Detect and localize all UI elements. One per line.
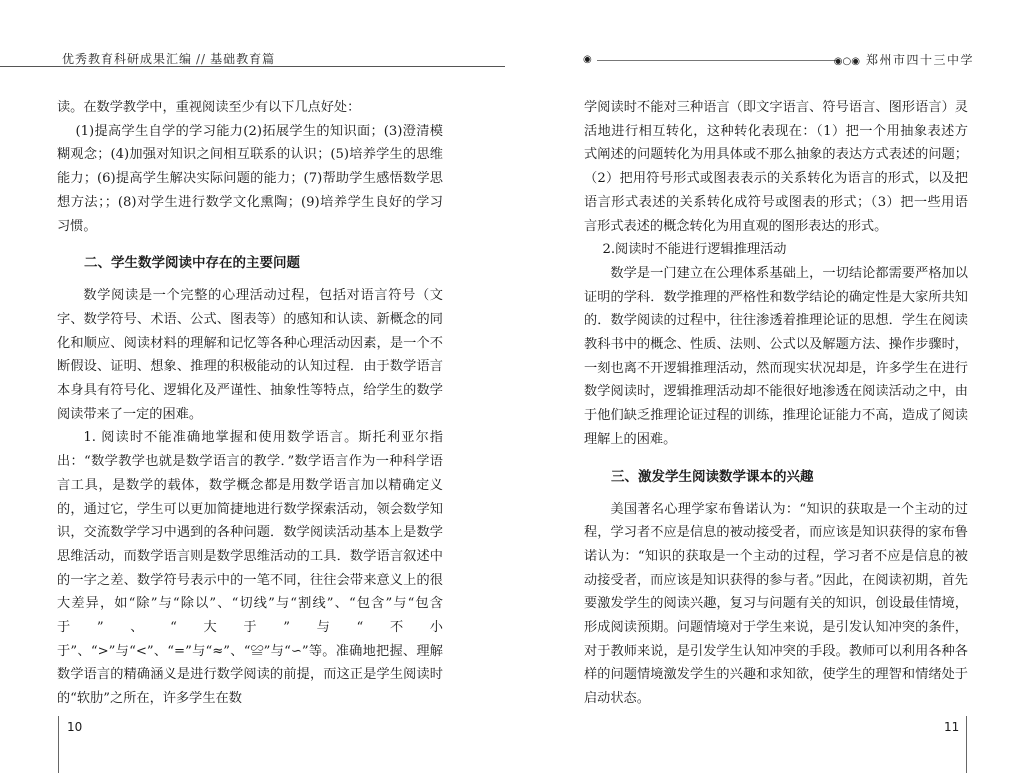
left-running-header	[62, 50, 275, 67]
school-name: 郑州市四十三中学	[865, 53, 974, 67]
header-separator: //	[196, 52, 207, 66]
section-heading: 三、激发学生阅读数学课本的兴趣	[611, 468, 814, 485]
right-header-rule	[597, 60, 840, 61]
paragraph: 1. 阅读时不能准确地掌握和使用数学语言。斯托利亚尔指出：“数学教学也就是数学语言的教学．”数学语言作为一种科学语言工具，是数学的载体，数学概念都是用数学语言加以精确定义的，通过它，学生可以更加简捷地进行数学探索活动，领会数学知识，交流数学学习中遇到的各种问题．数学阅读活动基本上是数学思维活动，而数学语言则是数学思维活动的工具．数学语言叙述中的一字之差、数学符号表示中的一笔不同，往往会带来意义上的很大差异，如“除”与“除以”、“切线”与“割线”、“包含”与“包含于”、“大于”与“不小于”、“>”与“<”、“=”与“≈”、“≌”与“∽”等。准确地把握、理解数学语言的精确涵义是进行数学阅读的前提，而这正是学生阅读时的“软肋”之所在，许多学生在数	[57, 430, 443, 707]
section-heading: 二、学生数学阅读中存在的主要问题	[84, 255, 300, 272]
left-page-body	[57, 96, 443, 711]
book-title: 优秀教育科研成果汇编	[62, 52, 193, 66]
header-dots-icon: ◉○◉	[833, 56, 860, 67]
left-footer-rule	[58, 716, 59, 773]
paragraph: 美国著名心理学家布鲁诺认为：“知识的获取是一个主动的过程，学习者不应是信息的被动接受者，而应该是知识获得的家布鲁诺认为：“知识的获取是一个主动的过程，学习者不应是信息的被动接受者，而应该是知识获得的参与者。”因此，在阅读初期，首先要激发学生的阅读兴趣，复习与问题有关的知识，创设最佳情境，形成阅读预期。问题情境对于学生来说，是引发认知冲突的条件，对于教师来说，是引发学生认知冲突的手段。教师可以利用各种各样的问题情境激发学生的兴趣和求知欲，使学生的理智和情绪处于启动状态。	[584, 501, 968, 707]
paragraph: 数学阅读是一个完整的心理活动过程，包括对语言符号（文字、数学符号、术语、公式、图表等）的感知和认读、新概念的同化和顺应、阅读材料的理解和记忆等各种心理活动因素，是一个不断假设、证明、想象、推理的积极能动的认知过程．由于数学语言本身具有符号化、逻辑化及严谨性、抽象性等特点，给学生的数学阅读带来了一定的困难。	[57, 288, 443, 422]
page-number: 11	[944, 720, 960, 734]
header-dot-icon: ◉	[583, 54, 592, 65]
page-number: 10	[67, 720, 83, 734]
paragraph: 数学是一门建立在公理体系基础上，一切结论都需要严格加以证明的学科．数学推理的严格性和数学结论的确定性是大家所共知的．数学阅读的过程中，往往渗透着推理论证的思想．学生在阅读教科书中的概念、性质、法则、公式以及解题方法、操作步骤时，一刻也离不开逻辑推理活动，然而现实状况却是，许多学生在进行数学阅读时，逻辑推理活动却不能很好地渗透在阅读活动之中，由于他们缺乏推理论证过程的训练，推理论证能力不高，造成了阅读理解上的困难。	[584, 265, 968, 447]
right-footer-rule	[966, 716, 967, 773]
subheading: 2.阅读时不能进行逻辑推理活动	[602, 242, 787, 258]
paragraph: 学阅读时不能对三种语言（即文字语言、符号语言、图形语言）灵活地进行相互转化，这种转化表现在：（1）把一个用抽象表述方式阐述的问题转化为用具体或不那么抽象的表达方式表述的问题；（2）把用符号形式或图表表示的关系转化为语言的形式，以及把语言形式表述的关系转化成符号或图表的形式；（3）把一些用语言形式表述的概念转化为用直观的图形表达的形式。	[584, 100, 968, 234]
paragraph: (1)提高学生自学的学习能力(2)拓展学生的知识面；(3)澄清模糊观念；(4)加强对知识之间相互联系的认识；(5)培养学生的思维能力；(6)提高学生解决实际问题的能力；(7)帮助学生感悟数学思想方法；；(8)对学生进行数学文化熏陶；(9)培养学生良好的学习习惯。	[57, 123, 443, 234]
book-section: 基础教育篇	[210, 52, 276, 66]
left-header-rule	[0, 66, 505, 67]
right-page-body	[584, 96, 968, 711]
right-running-header	[834, 51, 974, 68]
paragraph: 读。在数学教学中，重视阅读至少有以下几点好处：	[57, 100, 361, 115]
